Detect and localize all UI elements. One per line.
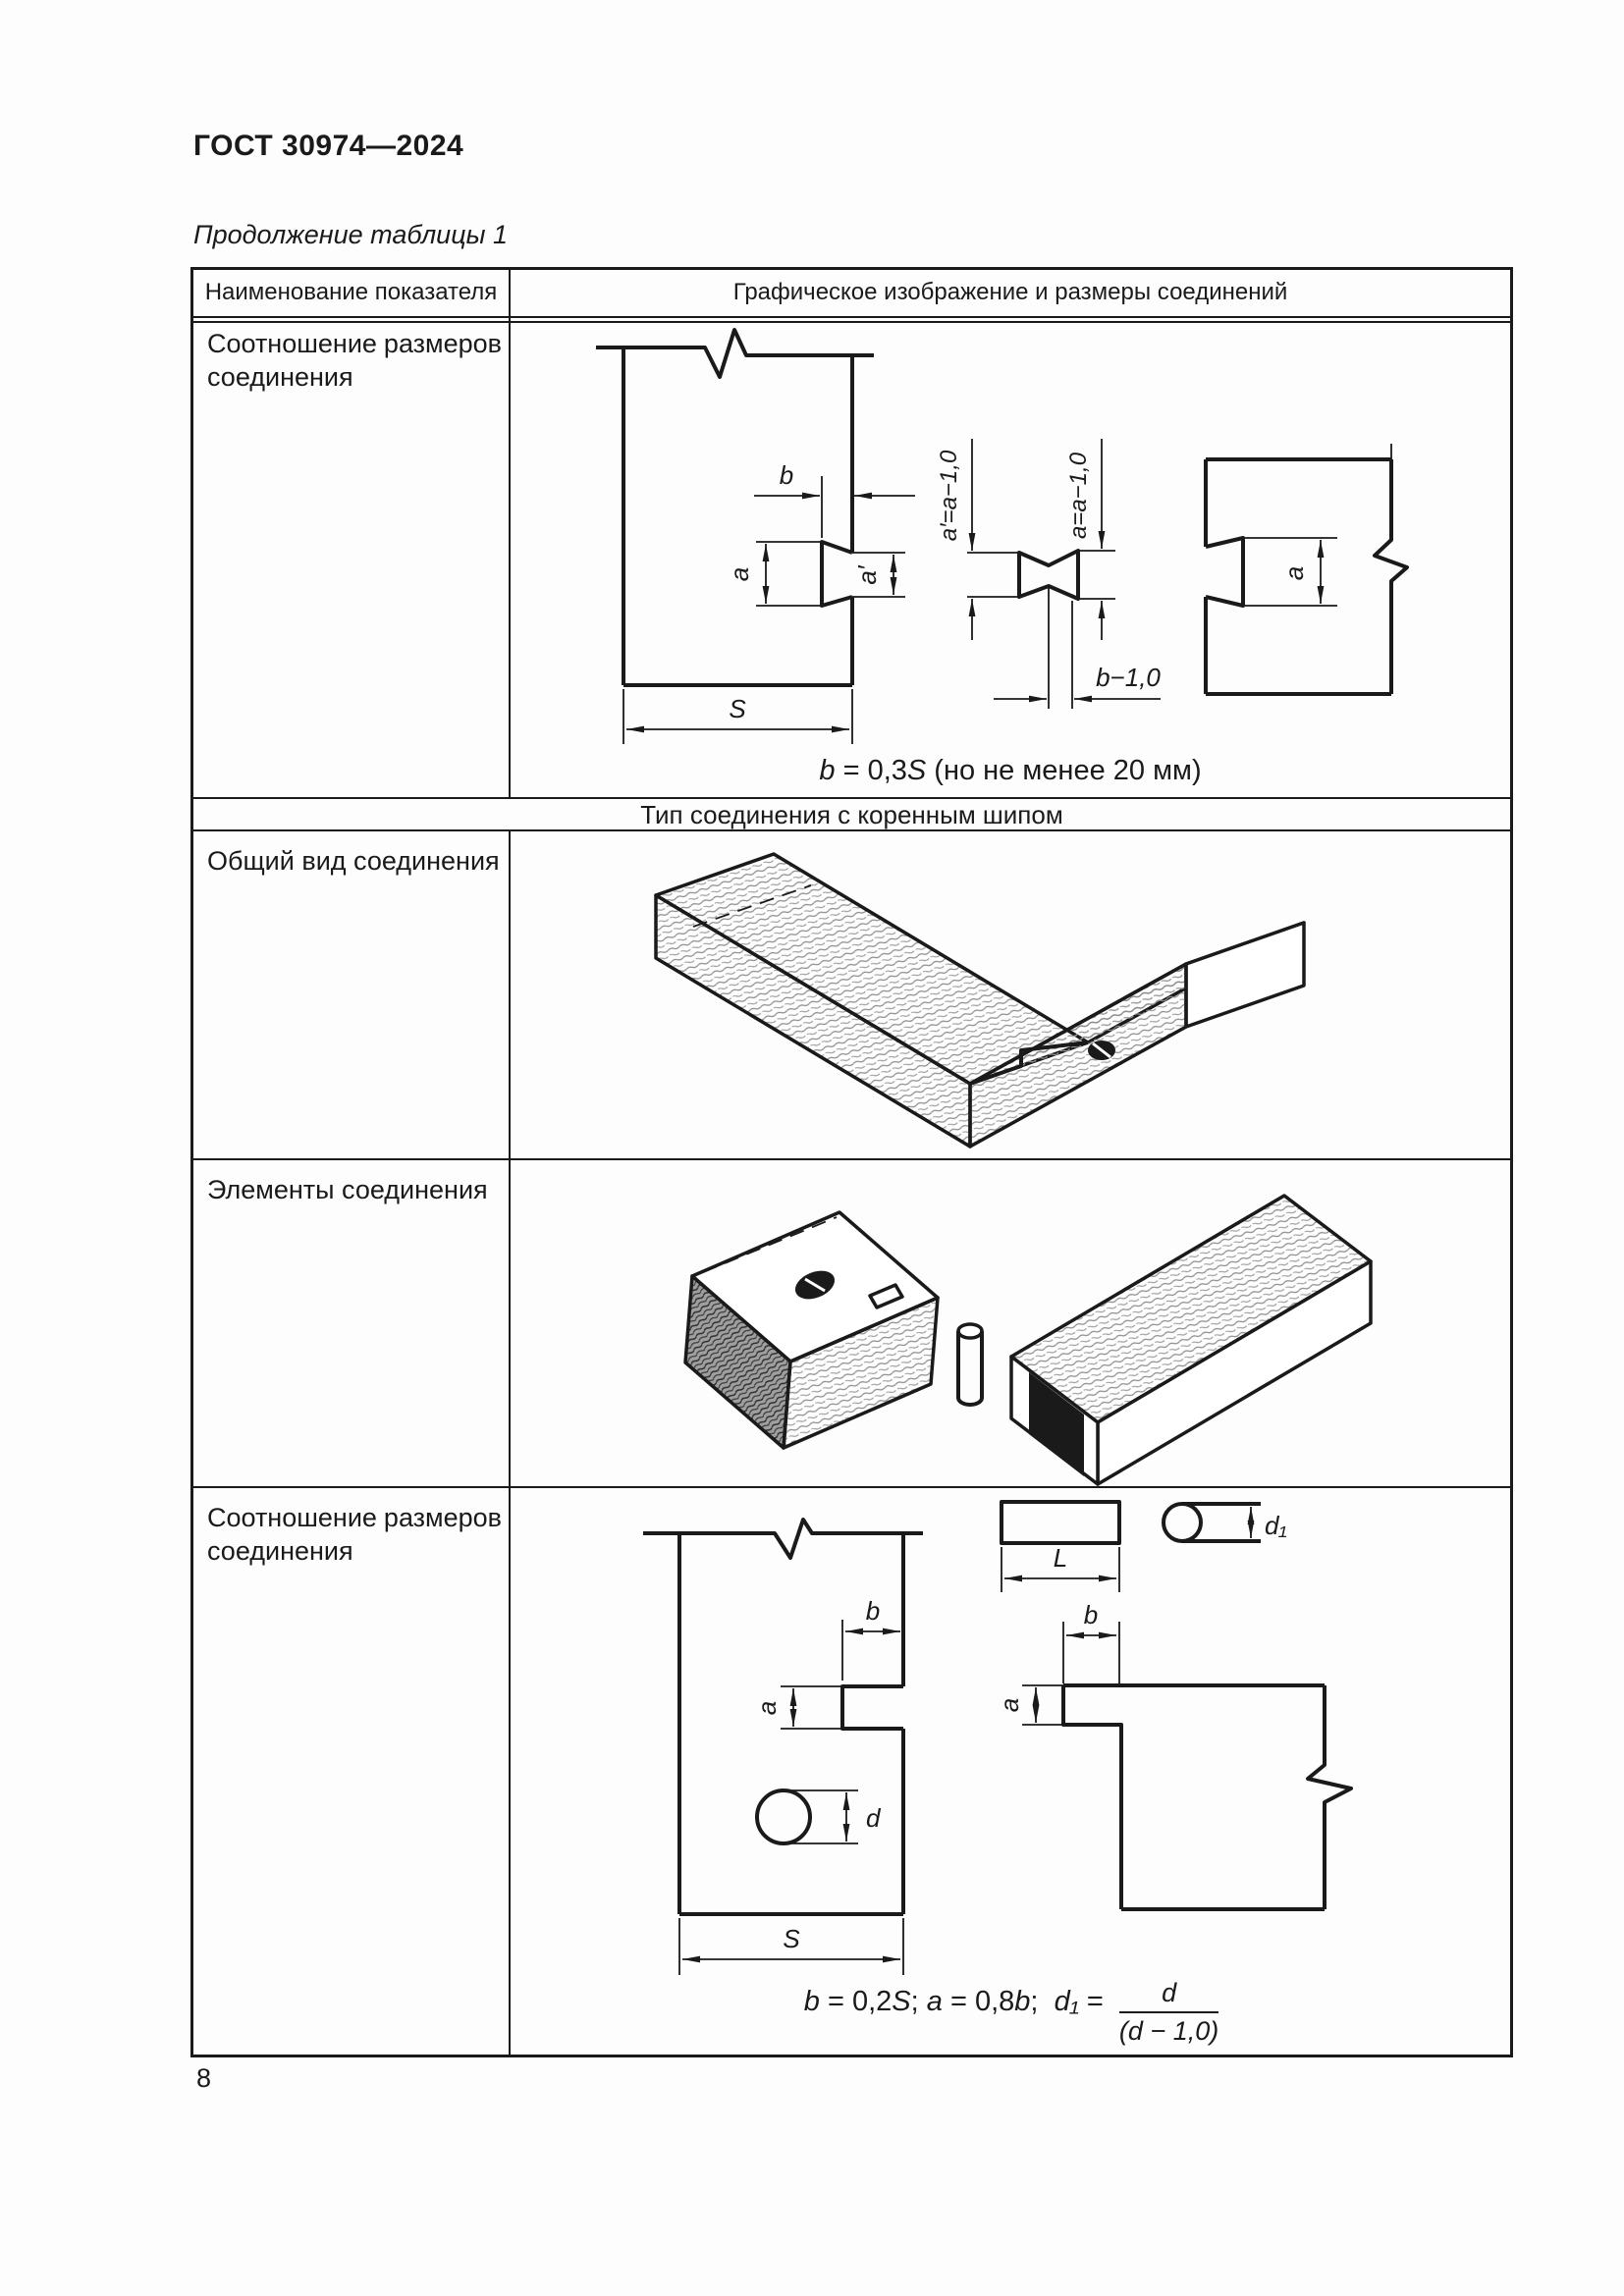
dim-label-a-equation: a=a−1,0: [1065, 452, 1092, 540]
dim-label-a3: a: [1279, 565, 1309, 581]
formula-b-03s: [696, 755, 1325, 787]
dim-label-aprime-equation: a′=a−1,0: [936, 450, 962, 542]
formula2-fraction-numerator: d: [1119, 1978, 1218, 2013]
formula2-t2: ;: [910, 1986, 927, 2017]
dim-label-S4: S: [783, 1924, 800, 1953]
row4-label-line1: [207, 1501, 502, 1534]
formula2-var-a: a: [926, 1986, 943, 2017]
board4-notch: [842, 1686, 903, 1729]
figure-tenon-dimensions: [511, 1488, 1510, 2055]
row4-label-word1: Соотношение: [207, 1503, 377, 1532]
formula-b-02s: [717, 1978, 1306, 2047]
dowel-top: [958, 1324, 982, 1338]
formula2-t4: ;: [1030, 1986, 1055, 2017]
dim-label-b42: b: [1083, 1600, 1099, 1629]
dowel-body: [958, 1331, 982, 1398]
right-board-socket: [1206, 538, 1243, 606]
figure-dovetail-dimensions: [511, 322, 1510, 797]
header-divider-line: [193, 316, 1510, 318]
row4-label-word2: размеров: [383, 1503, 502, 1532]
board4-top-edge-break: [643, 1520, 923, 1558]
formula2-fraction-denominator: (d − 1,0): [1118, 2016, 1219, 2046]
dim-label-a42: a: [995, 1697, 1024, 1713]
dim-label-L: L: [1053, 1543, 1068, 1573]
dim-label-b-minus: b−1,0: [1096, 663, 1161, 692]
formula2-t1: = 0,2: [819, 1986, 893, 2017]
dovetail-socket: [822, 542, 852, 606]
page-number: 8: [196, 2063, 212, 2093]
formula1-var-b: b: [819, 755, 836, 786]
row1-label-word1: Соотношение: [207, 329, 377, 358]
corner-piece-outline: [1063, 1685, 1351, 1909]
formula2-var-d1: d₁: [1054, 1986, 1079, 2017]
row4-label-line2: соединения: [207, 1536, 353, 1566]
row3-label: Элементы соединения: [207, 1175, 488, 1204]
dim-label-a4: a: [752, 1700, 782, 1716]
dim-label-d1: d₁: [1265, 1511, 1287, 1540]
formula2-var-b: b: [803, 1986, 820, 2017]
formula1-note: (но не менее 20 мм): [926, 755, 1202, 786]
specification-table: [190, 267, 1513, 2057]
dim-label-b4: b: [865, 1596, 881, 1626]
dowel-bottom: [958, 1398, 982, 1405]
col-header-name: Наименование показателя: [204, 279, 498, 305]
row1-label-line2: соединения: [207, 362, 353, 392]
dim-label-d: d: [866, 1803, 881, 1833]
dim-label-a-prime: a′: [852, 565, 882, 585]
row2-label: Общий вид соединения: [207, 846, 500, 876]
board-top-edge-break: [596, 330, 874, 377]
table-continuation-note: Продолжение таблицы 1: [193, 220, 509, 249]
row1-label-line1: [207, 327, 502, 360]
tenon-top-view: [1001, 1502, 1119, 1543]
formula2-t5: =: [1078, 1986, 1111, 2017]
formula2-var-b2: b: [1014, 1986, 1031, 2017]
row1-label-word2: размеров: [383, 329, 502, 358]
figure-joint-elements: [511, 1160, 1510, 1488]
dowel-side-view: [1164, 1504, 1201, 1541]
formula2-t3: = 0,8: [942, 1986, 1015, 2017]
row4-label: [207, 1501, 502, 1568]
formula1-var-S: S: [906, 755, 927, 786]
dowel-hole-front: [757, 1790, 810, 1843]
doc-number-title: ГОСТ 30974—2024: [193, 130, 464, 162]
row1-label: [207, 327, 502, 394]
board2-end-face: [1186, 923, 1304, 1027]
joint-type-separator: Тип соединения с коренным шипом: [640, 800, 1063, 829]
formula2-var-S: S: [892, 1986, 911, 2017]
formula1-eq: = 0,3: [835, 755, 907, 786]
col-header-graphic: Графическое изображение и размеры соединений: [732, 279, 1288, 305]
dim-label-b: b: [779, 460, 794, 490]
dim-label-a: a: [725, 566, 754, 582]
dim-label-S: S: [729, 694, 746, 723]
right-board-break-edge: [1375, 459, 1407, 694]
figure-joint-general-view: [511, 831, 1510, 1160]
formula2-fraction: [1119, 1978, 1218, 2047]
